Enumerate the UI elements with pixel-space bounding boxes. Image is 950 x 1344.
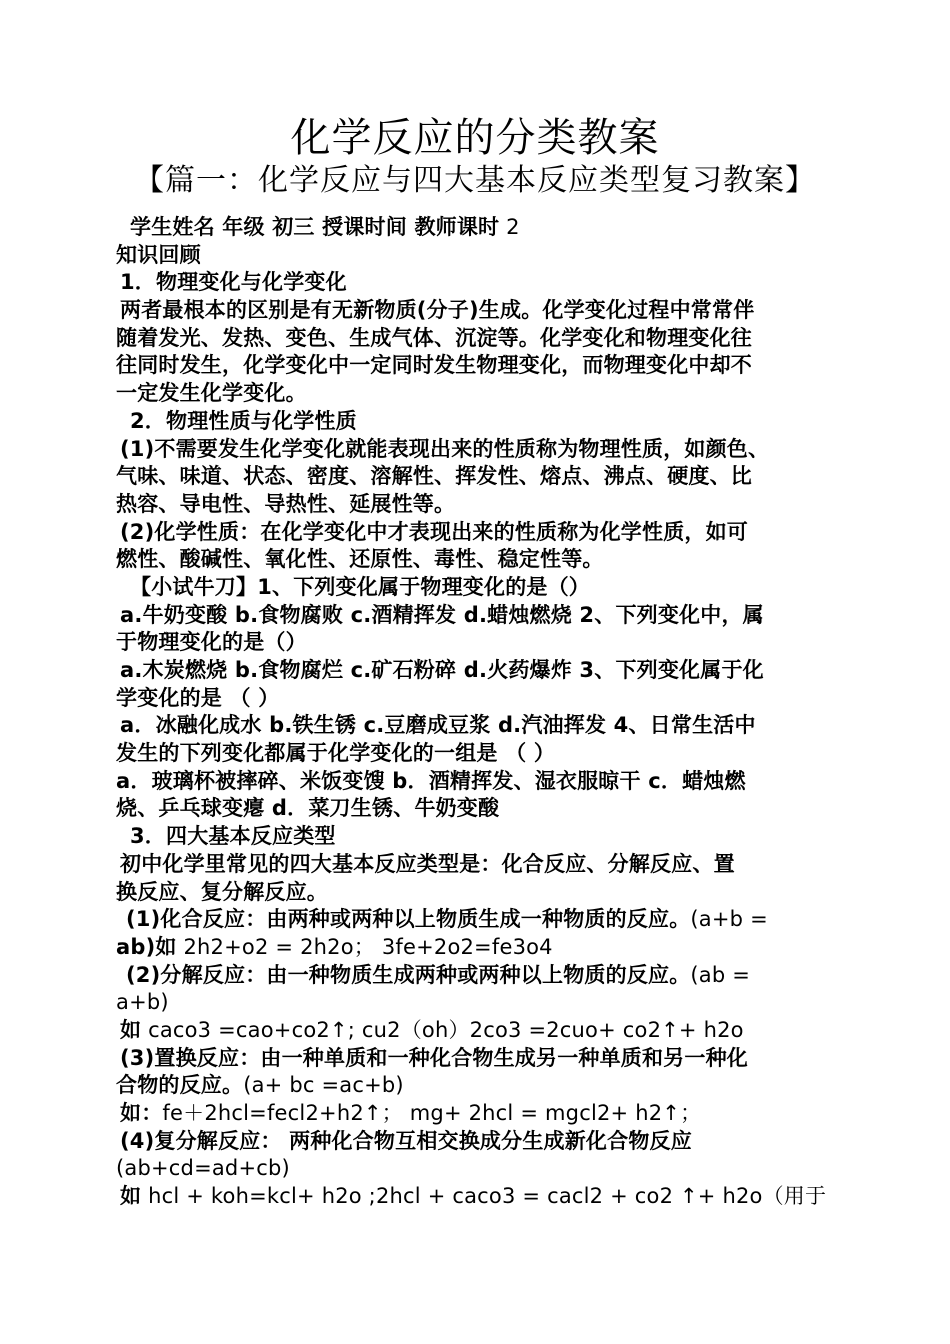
bold-text: (4)复分解反应： 两种化合物互相交换成分生成新化合物反应 — [120, 1128, 692, 1153]
regular-text: (a+b = — [690, 907, 768, 932]
text-line — [116, 1045, 838, 1073]
text-line — [116, 823, 838, 851]
text-line — [116, 1183, 838, 1211]
regular-text: 2h2+o2 = 2h2o； 3fe+2o2=fe3o4 — [176, 934, 553, 959]
regular-text: 2 — [499, 215, 520, 239]
regular-text: (ab+cd=ad+cb) — [116, 1156, 290, 1181]
text-line — [116, 1017, 838, 1045]
text-line — [116, 657, 838, 685]
bold-text: a．玻璃杯被摔碎、米饭变馊 b．酒精挥发、湿衣服晾干 c．蜡烛燃 — [116, 768, 746, 793]
regular-text: hcl + koh=kcl+ h2o ;2hcl + caco3 = cacl2 + co2 ↑+ h2o（用于 — [141, 1184, 827, 1209]
text-line — [116, 269, 838, 297]
bold-text: 换反应、复分解反应。 — [116, 879, 328, 904]
text-line — [116, 989, 838, 1017]
bold-text: 【小试牛刀】1、下列变化属于物理变化的是（） — [130, 574, 591, 599]
text-line — [116, 685, 838, 713]
regular-text: fe＋2hcl=fecl2+h2↑； mg+ 2hcl = mgcl2+ h2↑； — [162, 1101, 702, 1125]
text-line — [116, 602, 838, 630]
bold-text: 如： — [120, 1101, 163, 1125]
text-line — [116, 879, 838, 907]
text-line — [116, 352, 838, 380]
text-line — [116, 546, 838, 574]
bold-text: 往同时发生，化学变化中一定同时发生物理变化，而物理变化中却不 — [116, 353, 752, 378]
text-line — [116, 934, 838, 962]
bold-text: 于物理变化的是（） — [116, 630, 307, 655]
bold-text: 如 — [120, 1017, 142, 1042]
regular-text: a+b) — [116, 990, 169, 1015]
bold-text: 发生的下列变化都属于化学变化的一组是 （ ） — [116, 741, 556, 766]
bold-text: (2)分解反应：由一种物质生成两种或两种以上物质的反应。 — [126, 962, 691, 987]
text-line — [116, 325, 838, 353]
document-subtitle: 【篇一：化学反应与四大基本反应类型复习教案】 — [134, 163, 816, 198]
bold-text: 知识回顾 — [116, 242, 201, 267]
document-body — [116, 214, 838, 1211]
regular-text: (ab = — [690, 962, 751, 987]
bold-text: 初中化学里常见的四大基本反应类型是：化合反应、分解反应、置 — [120, 851, 735, 876]
text-line — [116, 574, 838, 602]
bold-text: 热容、导电性、导热性、延展性等。 — [116, 491, 456, 516]
bold-text: (3)置换反应：由一种单质和一种化合物生成另一种单质和另一种化 — [120, 1045, 749, 1070]
text-line — [116, 380, 838, 408]
bold-text: 1．物理变化与化学变化 — [120, 270, 347, 295]
document-title: 化学反应的分类教案 — [290, 115, 660, 161]
text-line — [116, 712, 838, 740]
text-line — [116, 491, 838, 519]
bold-text: 学生姓名 年级 初三 授课时间 教师课时 — [130, 215, 500, 239]
text-line — [116, 740, 838, 768]
bold-text: a.牛奶变酸 b.食物腐败 c.酒精挥发 d.蜡烛燃烧 2、下列变化中，属 — [120, 602, 764, 627]
bold-text: 合物的反应。 — [116, 1073, 244, 1098]
bold-text: 3．四大基本反应类型 — [130, 824, 336, 849]
bold-text: 2．物理性质与化学性质 — [130, 408, 357, 433]
text-line — [116, 629, 838, 657]
bold-text: (1)化合反应：由两种或两种以上物质生成一种物质的反应。 — [126, 907, 691, 932]
text-line — [116, 962, 838, 990]
bold-text: (2)化学性质：在化学变化中才表现出来的性质称为化学性质，如可 — [120, 519, 749, 544]
bold-text: 烧、乒乓球变瘪 d．菜刀生锈、牛奶变酸 — [116, 796, 500, 821]
text-line — [116, 795, 838, 823]
text-line — [116, 1100, 838, 1128]
bold-text: 随着发光、发热、变色、生成气体、沉淀等。化学变化和物理变化往 — [116, 325, 752, 350]
bold-text: 如 — [120, 1184, 142, 1209]
text-line — [116, 1072, 838, 1100]
text-line — [116, 1155, 838, 1183]
text-line — [116, 436, 838, 464]
bold-text: 燃性、酸碱性、氧化性、还原性、毒性、稳定性等。 — [116, 547, 604, 572]
text-line — [116, 408, 838, 436]
bold-text: 一定发生化学变化。 — [116, 381, 307, 406]
text-line — [116, 519, 838, 547]
text-line — [116, 214, 838, 242]
bold-text: a．冰融化成水 b.铁生锈 c.豆磨成豆浆 d.汽油挥发 4、日常生活中 — [120, 713, 756, 738]
text-line — [116, 1128, 838, 1156]
text-line — [116, 851, 838, 879]
regular-text: (a+ bc =ac+b) — [243, 1073, 404, 1098]
text-line — [116, 906, 838, 934]
regular-text: caco3 =cao+co2↑; cu2（oh）2co3 =2cuo+ co2↑+ h2o — [141, 1017, 744, 1042]
bold-text: a.木炭燃烧 b.食物腐烂 c.矿石粉碎 d.火药爆炸 3、下列变化属于化 — [120, 658, 764, 682]
text-line — [116, 297, 838, 325]
bold-text: 学变化的是 （ ） — [116, 685, 280, 710]
text-line — [116, 768, 838, 796]
bold-text: 气味、味道、状态、密度、溶解性、挥发性、熔点、沸点、硬度、比 — [116, 464, 752, 489]
text-line — [116, 463, 838, 491]
bold-text: ab)如 — [116, 934, 177, 959]
text-line — [116, 242, 838, 270]
bold-text: 两者最根本的区别是有无新物质(分子)生成。化学变化过程中常常伴 — [120, 298, 755, 323]
bold-text: (1)不需要发生化学变化就能表现出来的性质称为物理性质，如颜色、 — [120, 436, 770, 461]
